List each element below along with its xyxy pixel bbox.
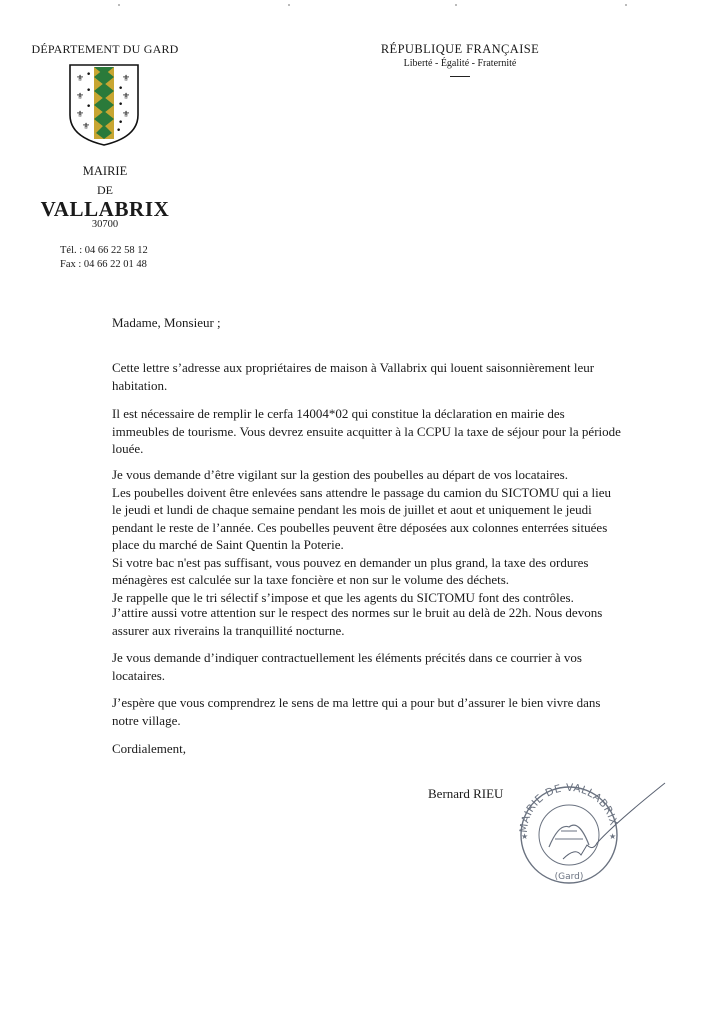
paragraph-text: Les poubelles doivent être enlevées sans attendre le passage du camion du SICTOMU qui a lieu le jeudi et lundi de chaque semaine pendant les mois de juillet et aout et uniquement le jeudi pendant le reste de l’année. Ces poubelles peuvent être déposées aux colonnes enterrées situées place du marché de Saint Quentin la Poterie.: [112, 484, 612, 552]
svg-text:★: ★: [609, 832, 617, 841]
svg-text:•: •: [116, 126, 122, 136]
paragraph-text: Je vous demande d’être vigilant sur la gestion des poubelles au départ de vos locataires.: [112, 467, 568, 482]
letter-paragraph-bins: [112, 466, 622, 606]
svg-text:★: ★: [521, 832, 529, 841]
paragraph-text: Cette lettre s’adresse aux propriétaires de maison à Vallabrix qui louent saisonnièrement leur habitation.: [112, 360, 595, 393]
scan-mark: [455, 4, 457, 6]
paragraph-text: Il est nécessaire de remplir le cerfa 14004*02 qui constitue la déclaration en mairie des immeubles de tourisme. Vous devrez ensuite acquitter à la CCPU la taxe de séjour pour la période louée.: [112, 406, 621, 456]
svg-text:•: •: [118, 100, 124, 110]
stamp-text-bottom: (Gard): [554, 872, 584, 882]
letter-paragraph: [112, 694, 622, 729]
de-label: DE: [97, 183, 113, 197]
paragraph-text: Je vous demande d’indiquer contractuellement les éléments précités dans ce courrier à vos locataires.: [112, 650, 582, 683]
letter-closing: Cordialement,: [112, 741, 187, 756]
mairie-label: MAIRIE: [82, 164, 128, 178]
letter-greeting: Madame, Monsieur ;: [112, 315, 221, 330]
letter-paragraph: [112, 405, 622, 458]
letter-paragraph: [112, 649, 622, 684]
svg-text:⚜: ⚜: [122, 74, 131, 84]
svg-text:⚜: ⚜: [76, 92, 85, 102]
svg-text:•: •: [86, 102, 92, 112]
scan-mark: [118, 4, 120, 6]
town-name: VALLABRIX: [40, 197, 170, 221]
phone-number: Tél. : 04 66 22 58 12: [60, 245, 148, 256]
svg-text:•: •: [86, 86, 92, 96]
paragraph-text: J’espère que vous comprendrez le sens de ma lettre qui a pour but d’assurer le bien vivre dans notre village.: [112, 695, 601, 728]
republic-heading: RÉPUBLIQUE FRANÇAISE: [380, 42, 540, 56]
fax-number: Fax : 04 66 22 01 48: [60, 259, 147, 270]
svg-text:•: •: [118, 118, 124, 128]
svg-text:•: •: [86, 70, 92, 80]
scan-mark: [625, 4, 627, 6]
coat-of-arms-icon: [68, 63, 140, 147]
svg-text:⚜: ⚜: [76, 74, 85, 84]
letter-paragraph: [112, 359, 622, 394]
svg-text:⚜: ⚜: [122, 92, 131, 102]
signer-name: Bernard RIEU: [428, 786, 504, 801]
stamp-text-top: MAIRIE DE VALLABRIX: [517, 781, 620, 834]
scan-mark: [288, 4, 290, 6]
paragraph-text: J’attire aussi votre attention sur le respect des normes sur le bruit au delà de 22h. Nous devons assurer aux riverains la tranquillité nocturne.: [112, 605, 603, 638]
postal-code: 30700: [91, 219, 119, 230]
svg-text:•: •: [118, 84, 124, 94]
motto-divider: [450, 76, 470, 77]
svg-text:⚜: ⚜: [82, 122, 91, 132]
svg-text:⚜: ⚜: [122, 110, 131, 120]
svg-text:MAIRIE DE VALLABRIX: [518, 782, 620, 833]
svg-text:⚜: ⚜: [76, 110, 85, 120]
letter-paragraph: [112, 604, 622, 639]
department-heading: DÉPARTEMENT DU GARD: [31, 42, 179, 56]
official-stamp-icon: [505, 775, 675, 890]
paragraph-text: Je rappelle que le tri sélectif s’impose et que les agents du SICTOMU font des contrôles.: [112, 589, 574, 605]
republic-motto: Liberté - Égalité - Fraternité: [403, 58, 517, 69]
paragraph-text: Si votre bac n'est pas suffisant, vous pouvez en demander un plus grand, la taxe des ordures ménagères est calculée sur la taxe foncière et non sur le volume des déchets.: [112, 554, 589, 587]
